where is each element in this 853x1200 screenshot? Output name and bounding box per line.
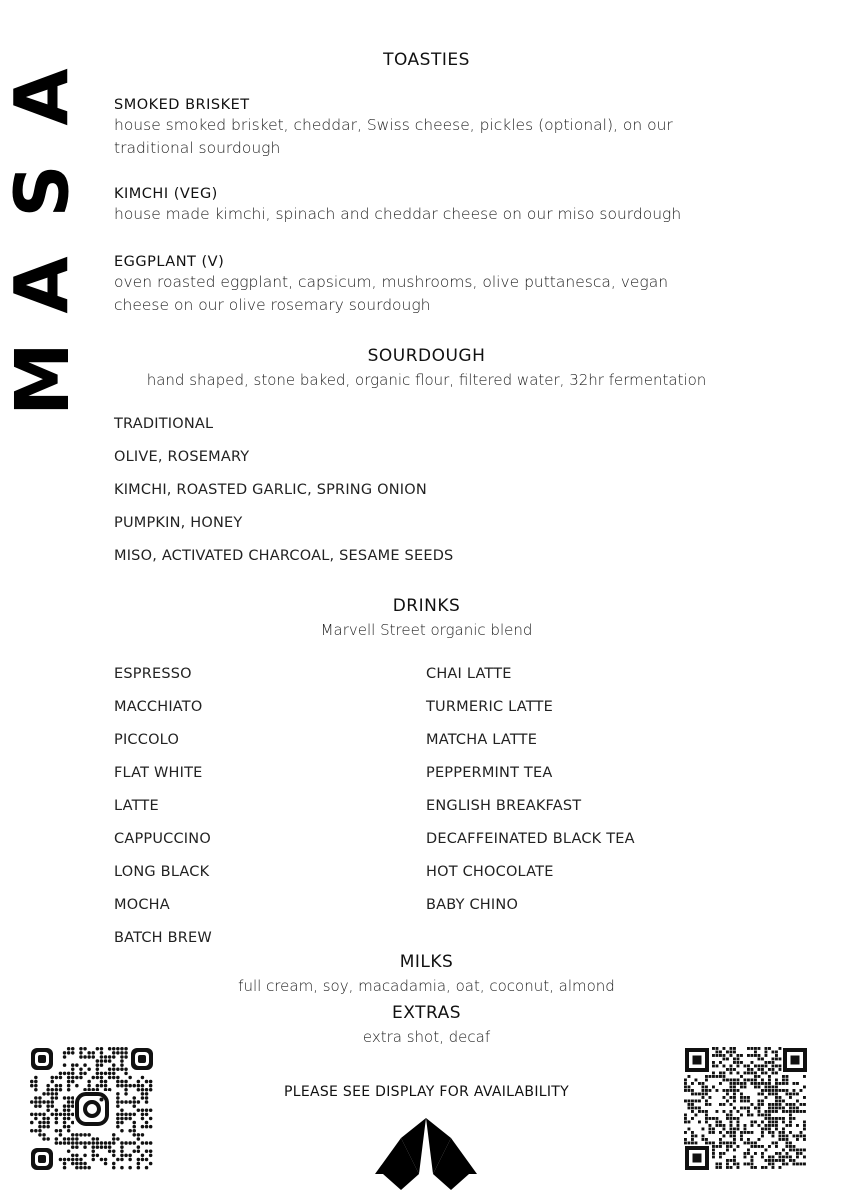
qr-code-icon[interactable] bbox=[684, 1047, 808, 1171]
toastie-item bbox=[114, 186, 754, 226]
drink-item: BATCH BREW bbox=[114, 930, 212, 946]
drink-item: BABY CHINO bbox=[426, 897, 519, 913]
sourdough-item: OLIVE, ROSEMARY bbox=[114, 449, 250, 465]
drink-item: ESPRESSO bbox=[114, 666, 192, 682]
sourdough-item: MISO, ACTIVATED CHARCOAL, SESAME SEEDS bbox=[114, 548, 454, 564]
toastie-item bbox=[114, 97, 754, 160]
brand-vertical-title bbox=[0, 50, 87, 426]
drink-item: DECAFFEINATED BLACK TEA bbox=[426, 831, 635, 847]
extras-title: EXTRAS bbox=[391, 1003, 462, 1023]
brand-letter: M bbox=[0, 342, 87, 416]
sourdough-subtitle: hand shaped, stone baked, organic flour, filtered water, 32hr fermentation bbox=[146, 371, 707, 389]
toastie-name: SMOKED BRISKET bbox=[114, 97, 250, 113]
brand-letter: A bbox=[0, 68, 86, 126]
sourdough-item: PUMPKIN, HONEY bbox=[114, 515, 243, 531]
drink-item: TURMERIC LATTE bbox=[426, 699, 553, 715]
toastie-name: KIMCHI (VEG) bbox=[114, 186, 218, 202]
toastie-desc: traditional sourdough bbox=[114, 139, 281, 157]
drink-item: LONG BLACK bbox=[114, 864, 210, 880]
drink-item: LATTE bbox=[114, 798, 159, 814]
sourdough-title: SOURDOUGH bbox=[367, 346, 486, 366]
drink-item: MOCHA bbox=[114, 897, 170, 913]
toastie-desc: cheese on our olive rosemary sourdough bbox=[114, 296, 431, 314]
toastie-desc: house smoked brisket, cheddar, Swiss cheese, pickles (optional), on our bbox=[114, 116, 673, 134]
sourdough-item: KIMCHI, ROASTED GARLIC, SPRING ONION bbox=[114, 482, 427, 498]
brand-letter: S bbox=[0, 164, 86, 218]
extras-subtitle: extra shot, decaf bbox=[362, 1028, 491, 1046]
milks-title: MILKS bbox=[399, 952, 454, 972]
drinks-subtitle: Marvell Street organic blend bbox=[320, 621, 533, 639]
instagram-qr-code-icon[interactable] bbox=[30, 1047, 154, 1171]
drinks-title: DRINKS bbox=[392, 596, 461, 616]
drink-item: CHAI LATTE bbox=[426, 666, 512, 682]
drink-item: PEPPERMINT TEA bbox=[426, 765, 553, 781]
toastie-desc: house made kimchi, spinach and cheddar cheese on our miso sourdough bbox=[114, 205, 682, 223]
drink-item: MACCHIATO bbox=[114, 699, 203, 715]
drink-item: PICCOLO bbox=[114, 732, 180, 748]
toastie-desc: oven roasted eggplant, capsicum, mushrooms, olive puttanesca, vegan bbox=[114, 273, 669, 291]
milks-subtitle: full cream, soy, macadamia, oat, coconut, almond bbox=[238, 977, 615, 995]
brand-letter: A bbox=[0, 256, 86, 314]
drink-item: HOT CHOCOLATE bbox=[426, 864, 554, 880]
masa-logo-icon bbox=[375, 1118, 477, 1190]
availability-notice: PLEASE SEE DISPLAY FOR AVAILABILITY bbox=[283, 1084, 569, 1100]
sourdough-item: TRADITIONAL bbox=[114, 416, 214, 432]
drink-item: MATCHA LATTE bbox=[426, 732, 538, 748]
toastie-name: EGGPLANT (V) bbox=[114, 254, 225, 270]
drink-item: FLAT WHITE bbox=[114, 765, 203, 781]
toastie-item bbox=[114, 254, 754, 317]
toasties-title: TOASTIES bbox=[383, 50, 470, 70]
drink-item: ENGLISH BREAKFAST bbox=[426, 798, 582, 814]
drink-item: CAPPUCCINO bbox=[114, 831, 211, 847]
